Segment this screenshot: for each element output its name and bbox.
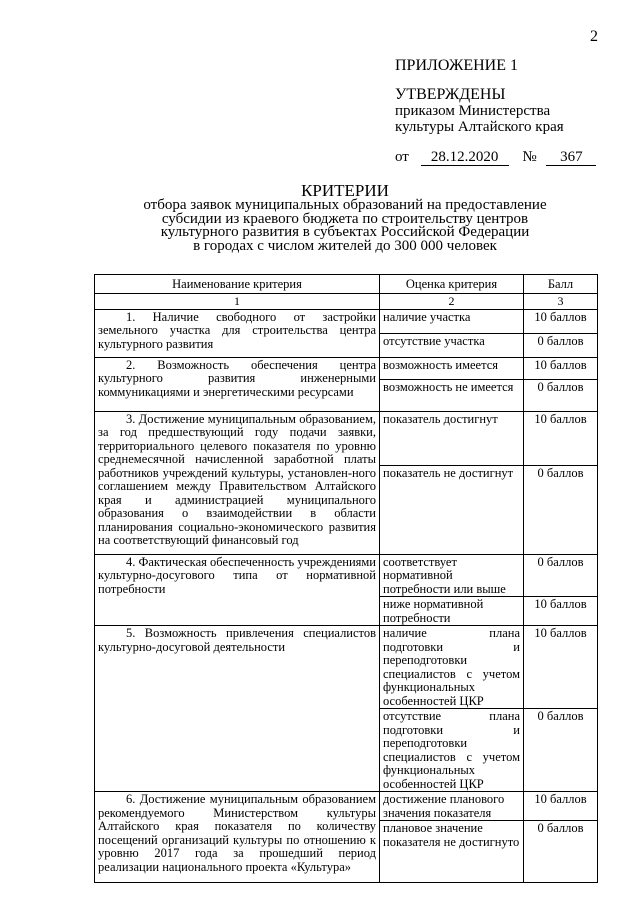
evaluation-cell: ниже нормативной потребности (380, 597, 524, 626)
criteria-subtitle-line3: культурного развития в субъектах Российской Федерации (160, 224, 530, 240)
from-label: от (395, 149, 409, 165)
order-issuer-line1: приказом Министерства (395, 103, 551, 119)
criteria-subtitle-line4: в городах с числом жителей до 300 000 человек (193, 237, 497, 254)
appendix-title: ПРИЛОЖЕНИЕ 1 (395, 57, 519, 74)
evaluation-cell: показатель достигнут (380, 411, 524, 465)
criteria-heading (100, 182, 590, 253)
header-evaluation: Оценка критерия (380, 275, 524, 294)
table-row (95, 626, 598, 709)
criteria-title: КРИТЕРИИ (301, 181, 389, 200)
score-cell: 0 баллов (524, 379, 598, 411)
evaluation-cell: отсутствие плана подготовки и переподготовки специалистов с учетом функциональных особенностей ЦКР (380, 709, 524, 792)
table-header-row (95, 275, 598, 294)
header-criterion: Наименование критерия (95, 275, 380, 294)
evaluation-cell: отсутствие участка (380, 333, 524, 357)
score-cell: 0 баллов (524, 465, 598, 554)
table-row (95, 554, 598, 597)
order-number: 367 (546, 149, 596, 166)
score-cell: 10 баллов (524, 357, 598, 379)
score-cell: 10 баллов (524, 626, 598, 709)
order-line (395, 149, 596, 166)
column-number: 3 (524, 294, 598, 310)
header-score: Балл (524, 275, 598, 294)
criterion-cell: 1. Наличие свободного от застройки земельного участка для строительства центра культурного развития (95, 309, 380, 357)
number-label: № (522, 149, 537, 165)
page-number: 2 (590, 28, 598, 45)
evaluation-cell: возможность имеется (380, 357, 524, 379)
column-number: 2 (380, 294, 524, 310)
evaluation-cell: возможность не имеется (380, 379, 524, 411)
evaluation-cell: плановое значение показателя не достигнуто (380, 821, 524, 883)
evaluation-cell: достижение планового значения показателя (380, 792, 524, 821)
criterion-cell: 5. Возможность привлечения специалистов культурно-досуговой деятельности (95, 626, 380, 792)
order-date: 28.12.2020 (421, 149, 509, 166)
score-cell: 10 баллов (524, 309, 598, 333)
approval-block (395, 58, 596, 166)
score-cell: 0 баллов (524, 554, 598, 597)
column-number: 1 (95, 294, 380, 310)
criteria-table (94, 274, 598, 883)
evaluation-cell: соответствует нормативной потребности или выше (380, 554, 524, 597)
table-row (95, 411, 598, 465)
evaluation-cell: показатель не достигнут (380, 465, 524, 554)
criterion-cell: 3. Достижение муниципальным образованием, за год предшествующий году подачи заявки, территориального целевого показателя по уровню среднемесячной начисленной заработной платы работников учреждений культуры, установлен-ного соглашением между Правительством Алтайского края и администрацией муниципального образования о взаимодействии в области планирования социально-экономического развития на соответствующий финансовый год (95, 411, 380, 554)
table-row (95, 309, 598, 333)
table-row (95, 792, 598, 821)
criterion-cell: 2. Возможность обеспечения центра культурного развития инженерными коммуникациями и энергетическими ресурсами (95, 357, 380, 411)
evaluation-cell: наличие плана подготовки и переподготовки специалистов с учетом функциональных особенностей ЦКР (380, 626, 524, 709)
criteria-subtitle-line1: отбора заявок муниципальных образований на предоставление (143, 197, 547, 213)
evaluation-cell: наличие участка (380, 309, 524, 333)
score-cell: 0 баллов (524, 821, 598, 883)
score-cell: 10 баллов (524, 597, 598, 626)
score-cell: 0 баллов (524, 709, 598, 792)
criterion-cell: 4. Фактическая обеспеченность учреждениями культурно-досугового типа от нормативной потребности (95, 554, 380, 626)
criterion-cell: 6. Достижение муниципальным образованием рекомендуемого Министерством культуры Алтайского края показателя по количеству посещений организаций культуры по отношению к уровню 2017 года за прошедший период реализации национального проекта «Культура» (95, 792, 380, 883)
score-cell: 10 баллов (524, 411, 598, 465)
score-cell: 10 баллов (524, 792, 598, 821)
criteria-subtitle-line2: субсидии из краевого бюджета по строительству центров (161, 210, 529, 227)
score-cell: 0 баллов (524, 333, 598, 357)
table-row (95, 357, 598, 379)
column-number-row (95, 294, 598, 310)
order-issuer-line2: культуры Алтайского края (395, 119, 564, 135)
approved-label: УТВЕРЖДЕНЫ (395, 86, 506, 103)
